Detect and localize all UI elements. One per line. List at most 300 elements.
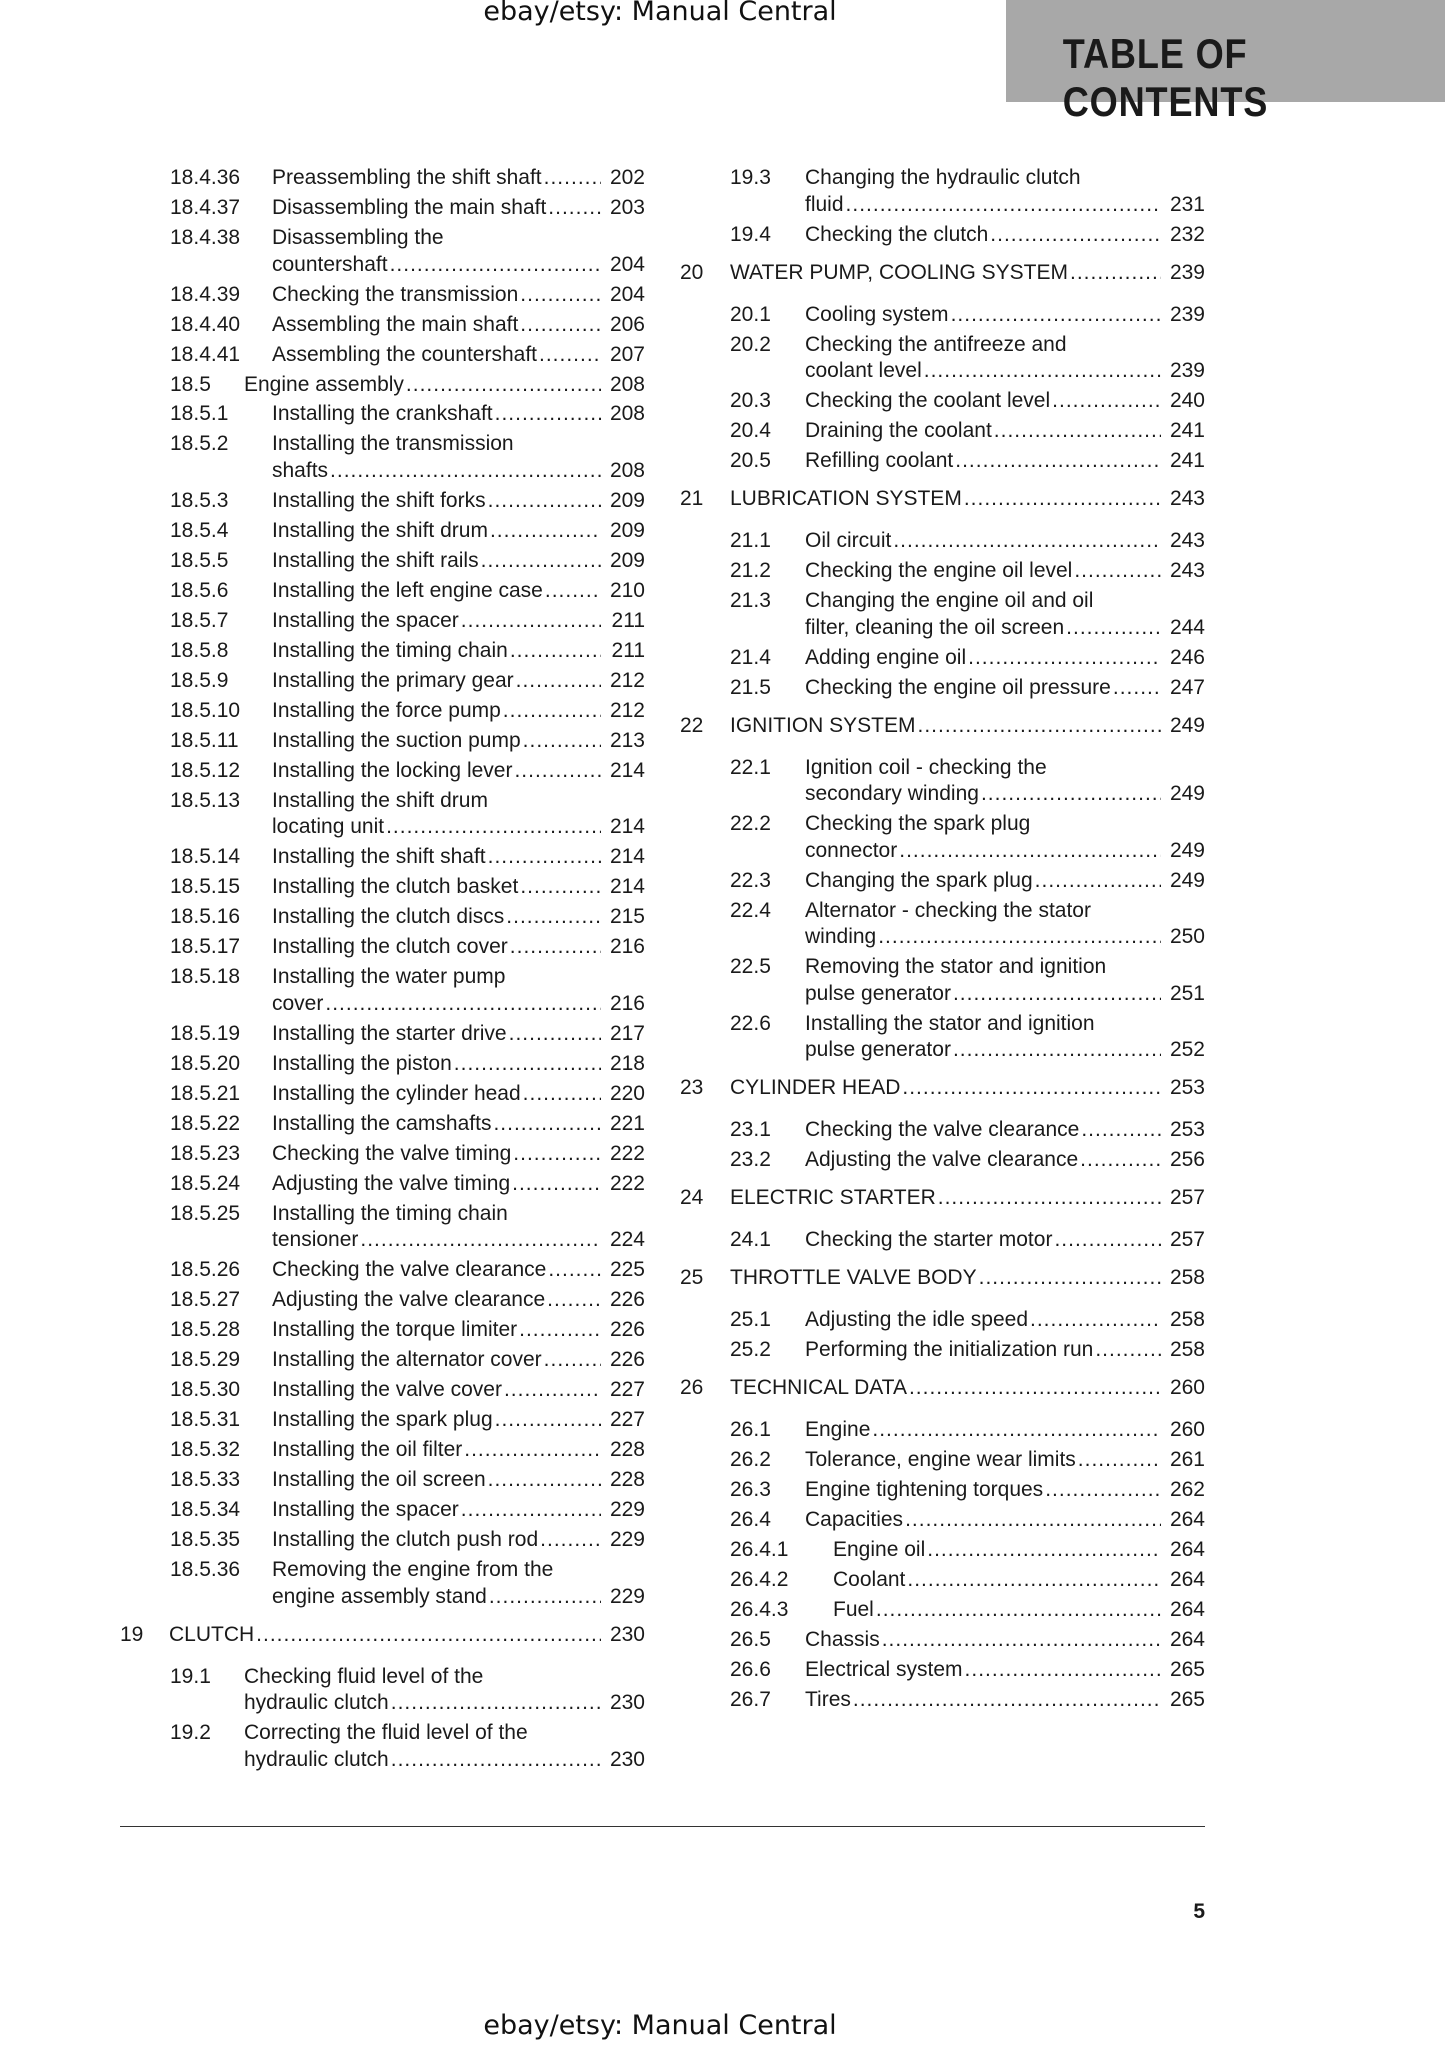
toc-page-number[interactable]: 243: [1169, 559, 1205, 583]
toc-page-number[interactable]: 231: [1169, 192, 1205, 216]
toc-entry[interactable]: [680, 1304, 1205, 1334]
toc-page-number[interactable]: 220: [609, 1081, 645, 1105]
toc-entry-title: Draining the coolant: [805, 419, 992, 443]
dot-leader: [490, 518, 601, 545]
toc-entry-title: Installing the shift drum: [272, 788, 488, 812]
toc-page-number[interactable]: 202: [609, 166, 645, 189]
toc-entry-number: 19.2: [170, 1721, 211, 1745]
toc-column-left: [120, 165, 645, 1774]
toc-entry-title: Installing the primary gear: [272, 668, 514, 692]
toc-page-number[interactable]: 258: [1169, 1266, 1205, 1290]
toc-page-number[interactable]: 211: [611, 638, 645, 662]
toc-chapter-entry[interactable]: [120, 1619, 645, 1655]
toc-entry-title: hydraulic clutch: [244, 1748, 389, 1772]
toc-page-number[interactable]: 206: [609, 312, 645, 336]
dot-leader: [927, 1537, 1161, 1564]
toc-page-number[interactable]: 208: [609, 402, 645, 426]
toc-entry[interactable]: [680, 1624, 1205, 1654]
toc-entry[interactable]: [120, 338, 645, 368]
dot-leader: [924, 358, 1161, 385]
toc-entry-number: 18.5.7: [170, 608, 229, 632]
toc-page-number[interactable]: 212: [609, 698, 645, 722]
toc-entry-title: Installing the shift drum: [272, 519, 488, 543]
toc-entry-number: 18.5.4: [170, 519, 229, 543]
toc-page-number[interactable]: 260: [1169, 1418, 1205, 1442]
toc-page-number[interactable]: 216: [609, 992, 645, 1015]
toc-entry[interactable]: [680, 1564, 1205, 1594]
toc-entry-number: 19.3: [730, 166, 771, 189]
toc-page-number[interactable]: 264: [1169, 1598, 1205, 1622]
dot-leader: [953, 981, 1161, 1008]
toc-entry[interactable]: [680, 864, 1205, 894]
toc-page-number[interactable]: 262: [1169, 1478, 1205, 1502]
page-title: TABLE OF CONTENTS: [1062, 30, 1269, 125]
toc-entry-number: 26.4.2: [730, 1568, 789, 1592]
toc-entry-number: 22: [680, 713, 704, 737]
toc-entry[interactable]: [120, 165, 645, 192]
toc-entry[interactable]: [120, 485, 645, 515]
toc-entry-title: Installing the shift forks: [272, 489, 486, 513]
dot-leader: [495, 401, 601, 428]
toc-page-number[interactable]: 249: [1169, 782, 1205, 806]
toc-entry-title: Removing the engine from the: [272, 1558, 554, 1582]
dot-leader: [512, 1171, 601, 1198]
toc-entry-title: Installing the crankshaft: [272, 402, 493, 426]
toc-entry[interactable]: [680, 1594, 1205, 1624]
toc-entry[interactable]: [120, 871, 645, 901]
toc-entry-number: 20.5: [730, 449, 771, 473]
toc-page-number[interactable]: 229: [609, 1498, 645, 1522]
dot-leader: [979, 1265, 1161, 1292]
dot-leader: [523, 728, 601, 755]
toc-entry[interactable]: [120, 1284, 645, 1314]
toc-entry-number: 18.5.21: [170, 1081, 241, 1105]
toc-page-number[interactable]: 204: [609, 282, 645, 306]
toc-entry-title: cover: [272, 992, 324, 1015]
toc-page-number[interactable]: 203: [609, 195, 645, 219]
toc-page-number[interactable]: 228: [609, 1438, 645, 1462]
toc-entry-title: Installing the valve cover: [272, 1378, 502, 1402]
toc-entry-number: 26.4.3: [730, 1598, 789, 1622]
toc-entry-number: 18.5.5: [170, 549, 229, 573]
toc-entry[interactable]: [680, 525, 1205, 555]
toc-entry[interactable]: [120, 1078, 645, 1108]
dot-leader: [990, 222, 1161, 249]
toc-page-number[interactable]: 226: [609, 1348, 645, 1372]
toc-page-number[interactable]: 244: [1169, 615, 1205, 639]
toc-entry-title: Installing the camshafts: [272, 1111, 492, 1135]
toc-page-number[interactable]: 249: [1169, 868, 1205, 892]
toc-entry-title: Checking the spark plug: [805, 812, 1031, 836]
toc-page-number[interactable]: 224: [609, 1228, 645, 1252]
toc-entry-title: Changing the engine oil and oil: [805, 589, 1094, 613]
toc-entry-title: connector: [805, 838, 898, 862]
toc-page-number[interactable]: 240: [1169, 389, 1205, 413]
toc-entry[interactable]: [120, 1374, 645, 1404]
toc-entry-title: Adjusting the idle speed: [805, 1308, 1028, 1332]
toc-page-number[interactable]: 222: [609, 1141, 645, 1165]
toc-page-number[interactable]: 209: [609, 549, 645, 573]
dot-leader: [878, 924, 1161, 951]
toc-entry[interactable]: [680, 555, 1205, 585]
dot-leader: [953, 1037, 1161, 1064]
toc-chapter-entry[interactable]: [680, 1072, 1205, 1108]
toc-entry[interactable]: [120, 1464, 645, 1494]
toc-entry-title: Checking the engine oil pressure: [805, 675, 1111, 699]
toc-page-number[interactable]: 253: [1169, 1118, 1205, 1142]
toc-entry[interactable]: [120, 755, 645, 785]
toc-entry-number: 18.5.31: [170, 1408, 241, 1432]
toc-entry[interactable]: [680, 218, 1205, 248]
toc-page-number[interactable]: 264: [1169, 1508, 1205, 1532]
toc-entry[interactable]: [120, 1524, 645, 1554]
toc-entry[interactable]: [680, 1144, 1205, 1174]
toc-entry[interactable]: [120, 931, 645, 961]
toc-entry-number: 19.1: [170, 1664, 211, 1688]
toc-entry-number: 18.5.2: [170, 432, 229, 456]
toc-entry-number: 18.5.14: [170, 845, 241, 869]
toc-page-number[interactable]: 204: [609, 252, 645, 276]
toc-entry[interactable]: [680, 585, 1205, 642]
toc-entry[interactable]: [120, 1404, 645, 1434]
toc-entry-title: pulse generator: [805, 981, 951, 1005]
toc-chapter-entry[interactable]: [680, 1372, 1205, 1408]
toc-page-number[interactable]: 249: [1169, 713, 1205, 737]
toc-entry[interactable]: [680, 1474, 1205, 1504]
watermark-bottom: ebay/etsy: Manual Central: [483, 2010, 837, 2041]
toc-page-number[interactable]: 226: [609, 1318, 645, 1342]
toc-entry[interactable]: [680, 1444, 1205, 1474]
toc-entry[interactable]: [120, 1494, 645, 1524]
toc-entry[interactable]: [680, 1224, 1205, 1254]
toc-page-number[interactable]: 228: [609, 1468, 645, 1492]
toc-entry-title: Changing the spark plug: [805, 868, 1033, 892]
dot-leader: [544, 165, 601, 192]
toc-entry[interactable]: [120, 841, 645, 871]
toc-entry-title: Coolant: [833, 1568, 906, 1592]
toc-chapter-entry[interactable]: [680, 1262, 1205, 1298]
toc-entry-number: 18.5.26: [170, 1258, 241, 1282]
toc-entry-number: 18.4.37: [170, 195, 241, 219]
toc-entry-title: pulse generator: [805, 1038, 951, 1062]
dot-leader: [503, 698, 601, 725]
toc-page-number[interactable]: 214: [609, 875, 645, 899]
toc-page-number[interactable]: 221: [609, 1111, 645, 1135]
toc-entry-title: TECHNICAL DATA: [730, 1376, 907, 1400]
toc-page-number[interactable]: 257: [1169, 1186, 1205, 1210]
toc-entry-number: 20.3: [730, 389, 771, 413]
toc-page-number[interactable]: 261: [1169, 1448, 1205, 1472]
dot-leader: [495, 1407, 601, 1434]
toc-entry-title: THROTTLE VALVE BODY: [730, 1266, 977, 1290]
toc-entry[interactable]: [680, 445, 1205, 475]
toc-page-number[interactable]: 207: [609, 342, 645, 366]
toc-entry-number: 24: [680, 1186, 704, 1210]
toc-entry[interactable]: [680, 751, 1205, 808]
toc-page-number[interactable]: 216: [609, 935, 645, 959]
toc-entry[interactable]: [120, 665, 645, 695]
toc-page-number[interactable]: 232: [1169, 222, 1205, 246]
toc-entry-number: 20.2: [730, 332, 771, 356]
toc-page-number[interactable]: 211: [611, 608, 645, 632]
toc-entry[interactable]: [120, 901, 645, 931]
toc-page-number[interactable]: 215: [609, 905, 645, 929]
dot-leader: [1078, 1447, 1161, 1474]
toc-entry-title: Checking the clutch: [805, 222, 989, 246]
toc-entry[interactable]: [680, 165, 1205, 218]
toc-page-number[interactable]: 230: [609, 1622, 645, 1646]
toc-page-number[interactable]: 247: [1169, 675, 1205, 699]
dot-leader: [391, 1690, 601, 1717]
toc-entry-title: Assembling the countershaft: [272, 342, 537, 366]
dot-leader: [539, 342, 601, 369]
toc-page-number[interactable]: 209: [609, 489, 645, 513]
toc-page-number[interactable]: 264: [1169, 1568, 1205, 1592]
toc-entry[interactable]: [120, 1108, 645, 1138]
toc-entry-title: secondary winding: [805, 782, 979, 806]
toc-page-number[interactable]: 249: [1169, 838, 1205, 862]
toc-entry[interactable]: [120, 222, 645, 279]
toc-page-number[interactable]: 265: [1169, 1688, 1205, 1712]
dot-leader: [523, 1081, 601, 1108]
toc-page-number[interactable]: 230: [609, 1691, 645, 1715]
toc-page-number[interactable]: 218: [609, 1051, 645, 1075]
dot-leader: [938, 1185, 1161, 1212]
toc-page-number[interactable]: 210: [609, 579, 645, 602]
dot-leader: [1035, 868, 1161, 895]
toc-page-number[interactable]: 222: [609, 1171, 645, 1195]
toc-page-number[interactable]: 208: [609, 372, 645, 396]
toc-entry-number: 26.7: [730, 1688, 771, 1712]
toc-page-number[interactable]: 239: [1169, 359, 1205, 383]
toc-entry-number: 18.5.3: [170, 489, 229, 513]
toc-entry[interactable]: [680, 298, 1205, 328]
toc-page-number[interactable]: 264: [1169, 1628, 1205, 1652]
toc-entry-title: Checking the transmission: [272, 282, 519, 306]
dot-leader: [902, 1075, 1161, 1102]
toc-entry-title: Checking the engine oil level: [805, 559, 1073, 583]
toc-entry[interactable]: [120, 1138, 645, 1168]
toc-entry[interactable]: [120, 695, 645, 725]
toc-page-number[interactable]: 258: [1169, 1308, 1205, 1332]
toc-entry[interactable]: [120, 278, 645, 308]
header-banner: [1006, 0, 1445, 125]
dot-leader: [464, 1437, 601, 1464]
dot-leader: [519, 1317, 601, 1344]
toc-page-number[interactable]: 214: [609, 758, 645, 782]
dot-leader: [964, 486, 1161, 513]
toc-entry[interactable]: [680, 1334, 1205, 1364]
toc-page-number[interactable]: 214: [609, 815, 645, 839]
toc-entry-number: 21.1: [730, 529, 771, 553]
toc-entry[interactable]: [120, 368, 645, 398]
toc-page-number[interactable]: 213: [609, 728, 645, 752]
toc-entry-title: Capacities: [805, 1508, 904, 1532]
toc-entry[interactable]: [680, 1504, 1205, 1534]
toc-entry-title: Installing the clutch discs: [272, 905, 505, 929]
toc-entry[interactable]: [120, 1254, 645, 1284]
toc-page-number[interactable]: 227: [609, 1408, 645, 1432]
toc-entry[interactable]: [120, 1660, 645, 1717]
toc-entry-number: 18.5.33: [170, 1468, 241, 1492]
toc-entry-title: Checking the valve clearance: [805, 1118, 1080, 1142]
toc-page-number[interactable]: 217: [609, 1021, 645, 1045]
toc-entry-number: 25.1: [730, 1308, 771, 1332]
toc-page-number[interactable]: 230: [609, 1748, 645, 1772]
toc-entry[interactable]: [120, 725, 645, 755]
toc-entry-title: Tolerance, engine wear limits: [805, 1448, 1076, 1472]
toc-entry[interactable]: [120, 605, 645, 635]
toc-entry[interactable]: [120, 1344, 645, 1374]
toc-entry[interactable]: [120, 515, 645, 545]
toc-entry[interactable]: [680, 1414, 1205, 1444]
toc-entry[interactable]: [120, 1048, 645, 1078]
toc-entry[interactable]: [680, 671, 1205, 701]
toc-entry-title: Checking the valve timing: [272, 1141, 512, 1165]
toc-entry-number: 18.5.16: [170, 905, 241, 929]
toc-page-number[interactable]: 225: [609, 1258, 645, 1282]
toc-page-number[interactable]: 208: [609, 459, 645, 483]
toc-page-number[interactable]: 229: [609, 1528, 645, 1552]
toc-entry-number: 18.5.19: [170, 1021, 241, 1045]
toc-entry[interactable]: [120, 1314, 645, 1344]
toc-entry-number: 26: [680, 1376, 704, 1400]
toc-entry-number: 26.6: [730, 1658, 771, 1682]
dot-leader: [1074, 558, 1161, 585]
dot-leader: [488, 1467, 601, 1494]
toc-entry-title: Installing the timing chain: [272, 638, 508, 662]
toc-entry[interactable]: [120, 1168, 645, 1198]
toc-chapter-entry[interactable]: [680, 709, 1205, 745]
dot-leader: [548, 1257, 601, 1284]
toc-entry-title: fluid: [805, 192, 844, 216]
toc-entry-number: 18.5.9: [170, 668, 229, 692]
dot-leader: [981, 781, 1161, 808]
toc-entry[interactable]: [120, 961, 645, 1018]
toc-entry[interactable]: [680, 1007, 1205, 1064]
toc-entry[interactable]: [680, 808, 1205, 865]
toc-entry-title: Installing the timing chain: [272, 1201, 508, 1225]
toc-entry-number: 22.4: [730, 898, 771, 922]
dot-leader: [909, 1375, 1161, 1402]
toc-page-number[interactable]: 212: [609, 668, 645, 692]
toc-entry[interactable]: [120, 308, 645, 338]
dot-leader: [386, 814, 601, 841]
toc-entry[interactable]: [680, 1114, 1205, 1144]
toc-page-number[interactable]: 258: [1169, 1338, 1205, 1362]
toc-entry-title: Adjusting the valve clearance: [272, 1288, 546, 1312]
toc-entry-number: 26.5: [730, 1628, 771, 1652]
toc-page-number[interactable]: 226: [609, 1288, 645, 1312]
toc-entry-number: 25.2: [730, 1338, 771, 1362]
toc-entry[interactable]: [120, 1434, 645, 1464]
toc-page-number[interactable]: 227: [609, 1378, 645, 1402]
toc-entry-title: Installing the cylinder head: [272, 1081, 521, 1105]
toc-entry-title: Installing the piston: [272, 1051, 452, 1075]
toc-entry[interactable]: [680, 1654, 1205, 1684]
toc-page-number[interactable]: 251: [1169, 981, 1205, 1005]
toc-entry[interactable]: [120, 1018, 645, 1048]
toc-chapter-entry[interactable]: [680, 1182, 1205, 1218]
toc-page-number[interactable]: 264: [1169, 1538, 1205, 1562]
toc-chapter-entry[interactable]: [680, 483, 1205, 519]
toc-entry-number: 18.5.11: [170, 728, 239, 752]
toc-entry-number: 21.4: [730, 645, 771, 669]
toc-chapter-entry[interactable]: [680, 256, 1205, 292]
toc-entry[interactable]: [680, 1534, 1205, 1564]
toc-entry[interactable]: [680, 641, 1205, 671]
dot-leader: [899, 838, 1161, 865]
toc-entry[interactable]: [120, 1198, 645, 1255]
toc-page-number[interactable]: 265: [1169, 1658, 1205, 1682]
toc-entry[interactable]: [680, 951, 1205, 1008]
toc-page-number[interactable]: 241: [1169, 419, 1205, 443]
toc-page-number[interactable]: 243: [1169, 487, 1205, 511]
toc-entry-title: Installing the alternator cover: [272, 1348, 542, 1372]
toc-page-number[interactable]: 256: [1169, 1148, 1205, 1172]
toc-entry[interactable]: [680, 415, 1205, 445]
toc-entry-title: Installing the water pump: [272, 965, 506, 989]
toc-entry-title: Installing the clutch basket: [272, 875, 519, 899]
toc-entry[interactable]: [680, 1684, 1205, 1714]
dot-leader: [489, 1584, 601, 1611]
toc-entry[interactable]: [680, 385, 1205, 415]
toc-entry-title: countershaft: [272, 252, 388, 276]
toc-entry[interactable]: [120, 575, 645, 605]
toc-entry-number: 18.5.18: [170, 965, 241, 989]
toc-entry-number: 18.5.32: [170, 1438, 241, 1462]
toc-entry[interactable]: [120, 1554, 645, 1611]
dot-leader: [514, 758, 601, 785]
toc-page-number[interactable]: 260: [1169, 1376, 1205, 1400]
toc-page-number[interactable]: 257: [1169, 1228, 1205, 1252]
toc-entry-number: 18.5.30: [170, 1378, 241, 1402]
dot-leader: [390, 252, 601, 279]
toc-entry-title: ELECTRIC STARTER: [730, 1186, 936, 1210]
toc-entry-title: Installing the spark plug: [272, 1408, 493, 1432]
toc-page-number[interactable]: 229: [609, 1584, 645, 1608]
toc-page-number[interactable]: 239: [1169, 260, 1205, 284]
toc-entry[interactable]: [120, 192, 645, 222]
toc-page-number[interactable]: 246: [1169, 645, 1205, 669]
toc-entry-number: 26.4.1: [730, 1538, 789, 1562]
toc-entry-number: 20: [680, 260, 704, 284]
toc-entry-number: 26.1: [730, 1418, 771, 1442]
toc-entry-number: 26.4: [730, 1508, 771, 1532]
toc-page-number[interactable]: 253: [1169, 1076, 1205, 1100]
toc-entry[interactable]: [120, 1717, 645, 1774]
toc-page-number[interactable]: 243: [1169, 529, 1205, 553]
toc-page-number[interactable]: 250: [1169, 925, 1205, 949]
toc-entry[interactable]: [680, 894, 1205, 951]
dot-leader: [1070, 260, 1161, 287]
toc-entry[interactable]: [680, 328, 1205, 385]
toc-entry[interactable]: [120, 428, 645, 485]
toc-entry[interactable]: [120, 545, 645, 575]
toc-page-number[interactable]: 209: [609, 519, 645, 543]
toc-entry-title: Installing the spacer: [272, 1498, 459, 1522]
toc-page-number[interactable]: 214: [609, 845, 645, 869]
toc-entry[interactable]: [120, 635, 645, 665]
toc-entry-title: Installing the transmission: [272, 432, 514, 456]
dot-leader: [520, 312, 601, 339]
toc-page-number[interactable]: 252: [1169, 1038, 1205, 1062]
toc-entry[interactable]: [120, 398, 645, 428]
toc-entry-number: 18.4.38: [170, 225, 241, 249]
toc-page-number[interactable]: 241: [1169, 449, 1205, 473]
toc-entry[interactable]: [120, 785, 645, 842]
toc-page-number[interactable]: 239: [1169, 302, 1205, 326]
